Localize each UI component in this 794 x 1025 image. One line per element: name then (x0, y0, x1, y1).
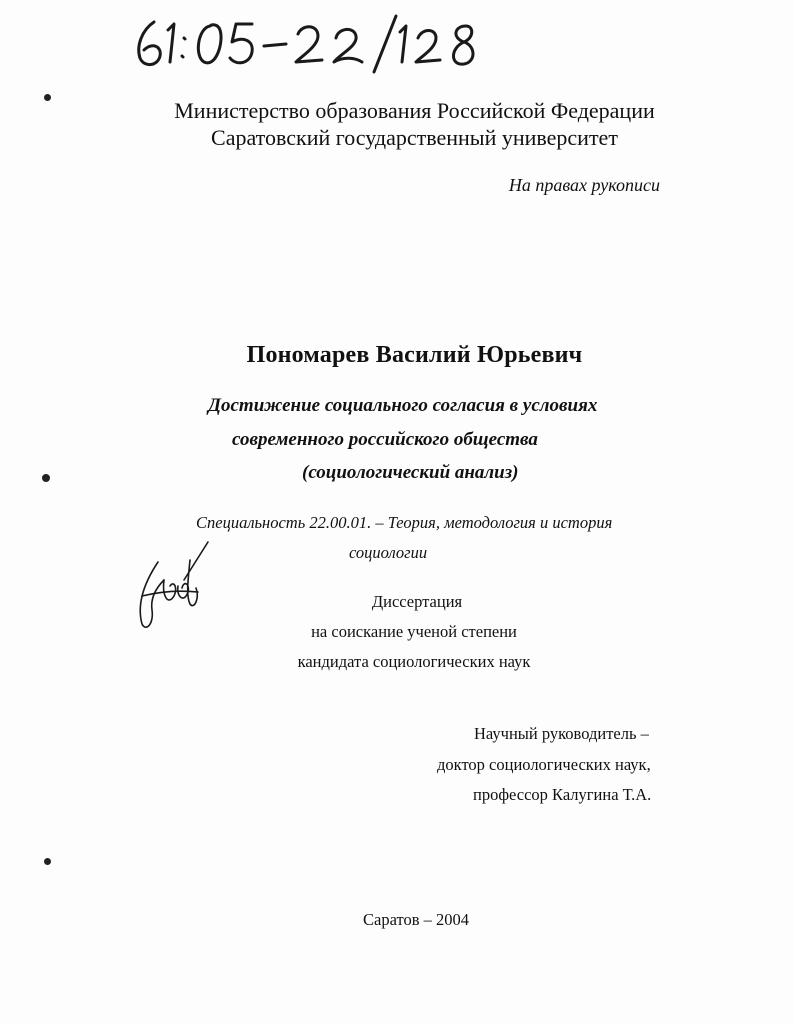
supervisor-name: профессор Калугина Т.А. (473, 785, 652, 804)
university-name: Саратовский государственный университет (211, 125, 618, 150)
thesis-title-line3: (социологический анализ) (302, 462, 519, 483)
thesis-title-line1: Достижение социального согласия в условиях (208, 395, 598, 416)
handwritten-signature (128, 540, 218, 636)
scan-speck (42, 474, 50, 482)
place-year: Саратов – 2004 (362, 910, 469, 929)
thesis-title-line2: современного российского общества (232, 429, 538, 450)
ministry-name: Министерство образования Российской Федерации (174, 98, 655, 123)
specialty-line2: социологии (349, 543, 428, 562)
manuscript-note: На правах рукописи (508, 175, 660, 195)
degree-field-line: кандидата социологических наук (297, 652, 531, 671)
supervisor-label: Научный руководитель – (474, 724, 649, 743)
supervisor-degree: доктор социологических наук, (437, 755, 651, 774)
author-name: Пономарев Василий Юрьевич (246, 342, 583, 368)
scan-speck (44, 858, 51, 865)
handwritten-archive-code (130, 12, 510, 74)
degree-line: на соискание ученой степени (311, 622, 517, 641)
dissertation-label: Диссертация (371, 592, 463, 611)
specialty-line1: Специальность 22.00.01. – Теория, методология и история (196, 513, 613, 532)
